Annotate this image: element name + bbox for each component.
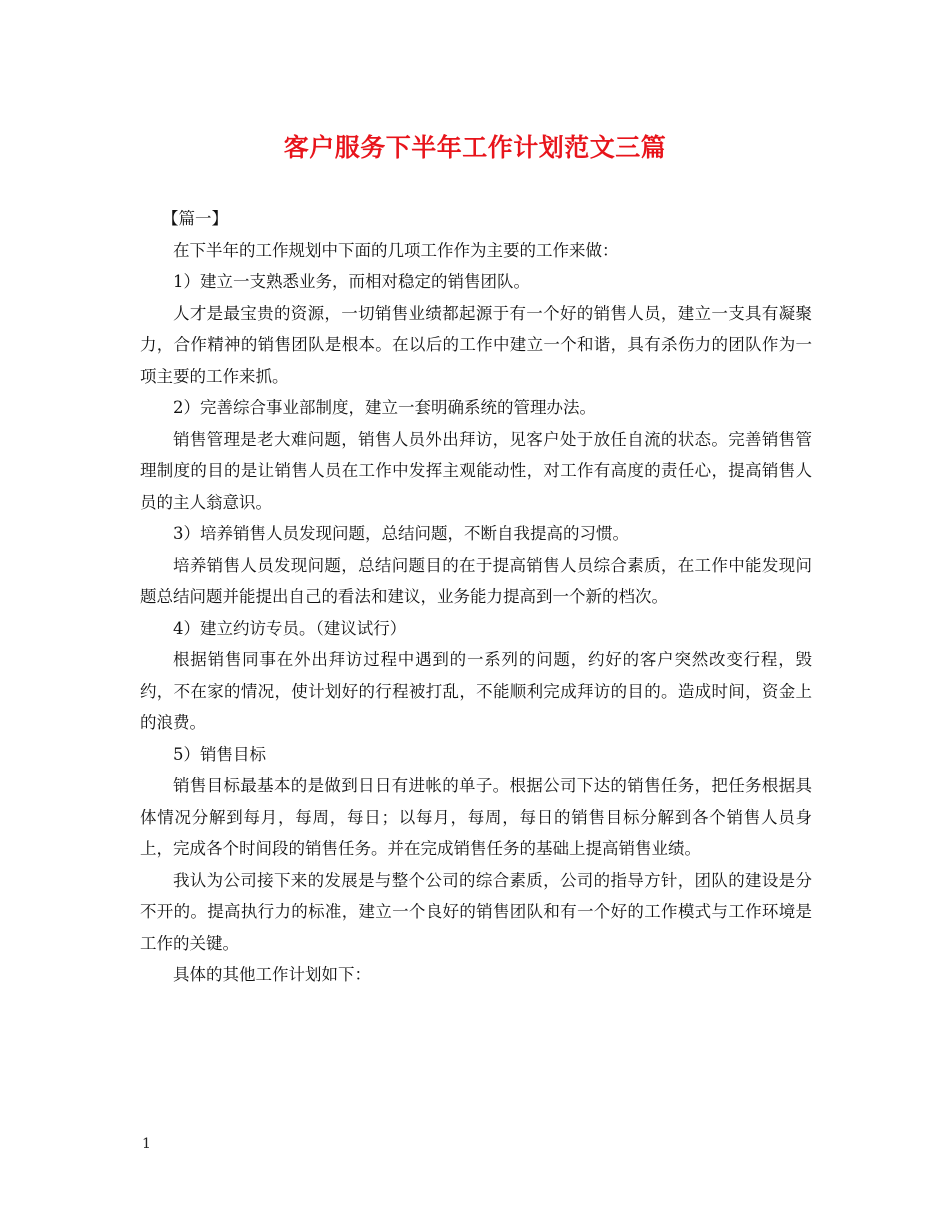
document-body [140,203,812,991]
paragraph: 根据销售同事在外出拜访过程中遇到的一系列的问题，约好的客户突然改变行程，毁约，不在家的情况，使计划好的行程被打乱，不能顺利完成拜访的目的。造成时间，资金上的浪费。 [140,650,812,732]
list-item-heading: 3）培养销售人员发现问题，总结问题，不断自我提高的习惯。 [173,524,629,543]
paragraph: 具体的其他工作计划如下： [173,965,371,984]
list-item-heading: 5）销售目标 [173,744,266,764]
paragraph: 销售目标最基本的是做到日日有进帐的单子。根据公司下达的销售任务，把任务根据具体情况分解到每月，每周，每日；以每月，每周，每日的销售目标分解到各个销售人员身上，完成各个时间段的销售任务。并在完成销售任务的基础上提高销售业绩。 [140,776,812,858]
section-heading: 【篇一】 [162,209,228,228]
list-item-heading: 4）建立约访专员。（建议试行） [173,618,407,638]
paragraph: 人才是最宝贵的资源，一切销售业绩都起源于有一个好的销售人员，建立一支具有凝聚力，合作精神的销售团队是根本。在以后的工作中建立一个和谐，具有杀伤力的团队作为一项主要的工作来抓。 [140,303,812,386]
list-item-heading: 2）完善综合事业部制度，建立一套明确系统的管理办法。 [173,398,596,417]
paragraph: 在下半年的工作规划中下面的几项工作作为主要的工作来做： [173,240,619,260]
page-number: 1 [142,1136,151,1152]
paragraph: 销售管理是老大难问题，销售人员外出拜访，见客户处于放任自流的状态。完善销售管理制度的目的是让销售人员在工作中发挥主观能动性，对工作有高度的责任心，提高销售人员的主人翁意识。 [140,429,812,512]
paragraph: 我认为公司接下来的发展是与整个公司的综合素质，公司的指导方针，团队的建设是分不开的。提高执行力的标准，建立一个良好的销售团队和有一个好的工作模式与工作环境是工作的关键。 [140,870,812,953]
paragraph: 培养销售人员发现问题，总结问题目的在于提高销售人员综合素质，在工作中能发现问题总结问题并能提出自己的看法和建议，业务能力提高到一个新的档次。 [140,555,812,606]
document-title: 客户服务下半年工作计划范文三篇 [283,133,667,162]
list-item-heading: 1）建立一支熟悉业务，而相对稳定的销售团队。 [173,272,530,291]
